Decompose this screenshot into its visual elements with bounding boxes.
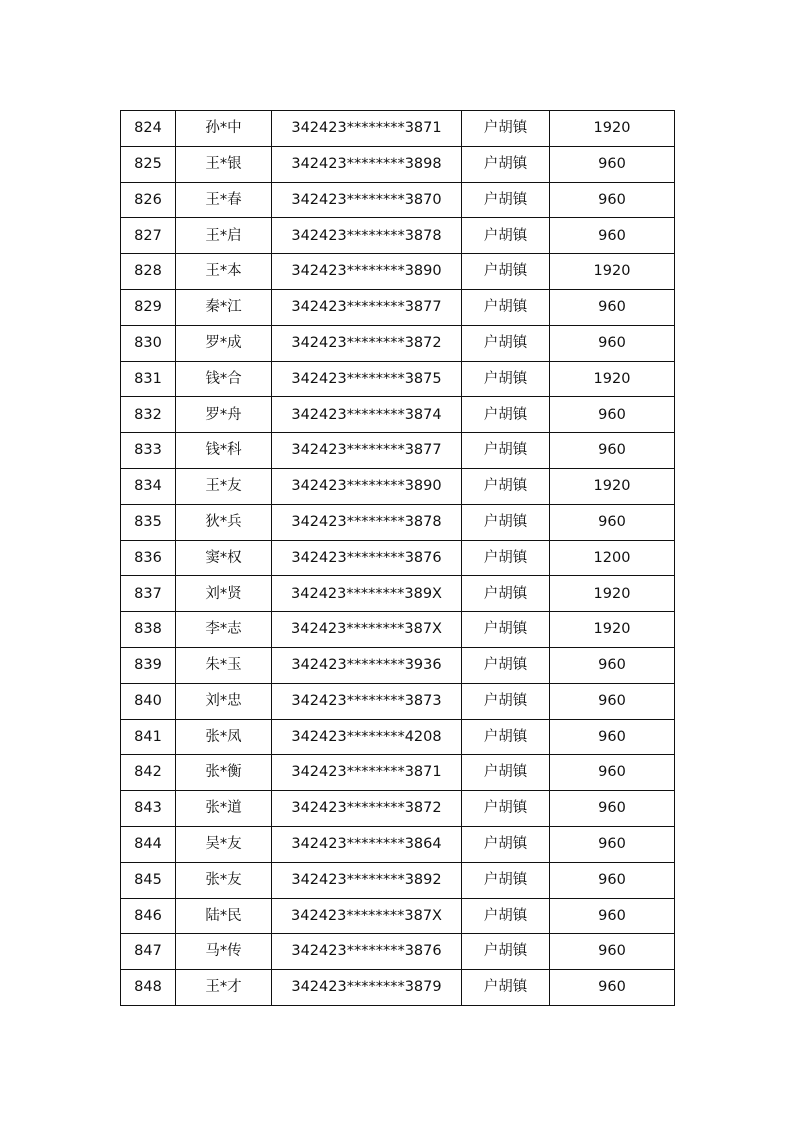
row-number: 841 <box>121 719 176 755</box>
town-name: 户胡镇 <box>462 361 550 397</box>
id-number: 342423********3871 <box>272 755 462 791</box>
town-name: 户胡镇 <box>462 970 550 1006</box>
amount: 960 <box>550 397 675 433</box>
town-name: 户胡镇 <box>462 504 550 540</box>
row-number: 825 <box>121 146 176 182</box>
row-number: 831 <box>121 361 176 397</box>
id-number: 342423********3876 <box>272 934 462 970</box>
person-name: 王*春 <box>176 182 272 218</box>
person-name: 罗*成 <box>176 325 272 361</box>
row-number: 837 <box>121 576 176 612</box>
amount: 1920 <box>550 254 675 290</box>
row-number: 830 <box>121 325 176 361</box>
table-row <box>121 468 675 504</box>
row-number: 832 <box>121 397 176 433</box>
amount: 1920 <box>550 111 675 147</box>
row-number: 842 <box>121 755 176 791</box>
person-name: 王*本 <box>176 254 272 290</box>
person-name: 王*银 <box>176 146 272 182</box>
person-name: 李*志 <box>176 612 272 648</box>
row-number: 838 <box>121 612 176 648</box>
town-name: 户胡镇 <box>462 719 550 755</box>
roster-table-body <box>121 111 675 1006</box>
town-name: 户胡镇 <box>462 254 550 290</box>
row-number: 829 <box>121 289 176 325</box>
town-name: 户胡镇 <box>462 468 550 504</box>
row-number: 847 <box>121 934 176 970</box>
table-row <box>121 433 675 469</box>
id-number: 342423********3877 <box>272 433 462 469</box>
id-number: 342423********3898 <box>272 146 462 182</box>
person-name: 孙*中 <box>176 111 272 147</box>
amount: 960 <box>550 970 675 1006</box>
table-row <box>121 540 675 576</box>
person-name: 张*衡 <box>176 755 272 791</box>
town-name: 户胡镇 <box>462 397 550 433</box>
row-number: 824 <box>121 111 176 147</box>
id-number: 342423********389X <box>272 576 462 612</box>
person-name: 刘*贤 <box>176 576 272 612</box>
table-row <box>121 325 675 361</box>
table-row <box>121 504 675 540</box>
person-name: 马*传 <box>176 934 272 970</box>
person-name: 王*才 <box>176 970 272 1006</box>
person-name: 钱*合 <box>176 361 272 397</box>
id-number: 342423********4208 <box>272 719 462 755</box>
row-number: 843 <box>121 791 176 827</box>
row-number: 834 <box>121 468 176 504</box>
id-number: 342423********387X <box>272 898 462 934</box>
person-name: 王*友 <box>176 468 272 504</box>
amount: 960 <box>550 182 675 218</box>
amount: 960 <box>550 755 675 791</box>
id-number: 342423********3872 <box>272 791 462 827</box>
row-number: 827 <box>121 218 176 254</box>
id-number: 342423********3875 <box>272 361 462 397</box>
person-name: 张*友 <box>176 862 272 898</box>
table-row <box>121 361 675 397</box>
row-number: 836 <box>121 540 176 576</box>
row-number: 846 <box>121 898 176 934</box>
table-row <box>121 755 675 791</box>
id-number: 342423********3878 <box>272 504 462 540</box>
person-name: 秦*江 <box>176 289 272 325</box>
town-name: 户胡镇 <box>462 289 550 325</box>
person-name: 罗*舟 <box>176 397 272 433</box>
table-row <box>121 898 675 934</box>
person-name: 钱*科 <box>176 433 272 469</box>
row-number: 840 <box>121 683 176 719</box>
amount: 960 <box>550 433 675 469</box>
id-number: 342423********3890 <box>272 254 462 290</box>
table-row <box>121 791 675 827</box>
person-name: 张*道 <box>176 791 272 827</box>
amount: 960 <box>550 289 675 325</box>
town-name: 户胡镇 <box>462 146 550 182</box>
town-name: 户胡镇 <box>462 111 550 147</box>
id-number: 342423********3871 <box>272 111 462 147</box>
amount: 960 <box>550 898 675 934</box>
town-name: 户胡镇 <box>462 540 550 576</box>
amount: 1920 <box>550 612 675 648</box>
amount: 960 <box>550 719 675 755</box>
person-name: 张*凤 <box>176 719 272 755</box>
table-row <box>121 397 675 433</box>
table-row <box>121 647 675 683</box>
id-number: 342423********3890 <box>272 468 462 504</box>
id-number: 342423********3879 <box>272 970 462 1006</box>
table-row <box>121 683 675 719</box>
person-name: 吴*友 <box>176 826 272 862</box>
id-number: 342423********3877 <box>272 289 462 325</box>
amount: 960 <box>550 683 675 719</box>
amount: 960 <box>550 826 675 862</box>
amount: 960 <box>550 791 675 827</box>
town-name: 户胡镇 <box>462 647 550 683</box>
table-row <box>121 826 675 862</box>
id-number: 342423********3876 <box>272 540 462 576</box>
town-name: 户胡镇 <box>462 862 550 898</box>
table-row <box>121 934 675 970</box>
town-name: 户胡镇 <box>462 576 550 612</box>
id-number: 342423********3864 <box>272 826 462 862</box>
id-number: 342423********3874 <box>272 397 462 433</box>
row-number: 848 <box>121 970 176 1006</box>
town-name: 户胡镇 <box>462 182 550 218</box>
amount: 960 <box>550 934 675 970</box>
table-row <box>121 146 675 182</box>
table-row <box>121 576 675 612</box>
table-row <box>121 218 675 254</box>
table-row <box>121 862 675 898</box>
roster-table <box>120 110 675 1006</box>
person-name: 窦*权 <box>176 540 272 576</box>
town-name: 户胡镇 <box>462 325 550 361</box>
amount: 960 <box>550 504 675 540</box>
row-number: 844 <box>121 826 176 862</box>
id-number: 342423********3878 <box>272 218 462 254</box>
id-number: 342423********3870 <box>272 182 462 218</box>
row-number: 839 <box>121 647 176 683</box>
table-row <box>121 719 675 755</box>
amount: 1200 <box>550 540 675 576</box>
town-name: 户胡镇 <box>462 433 550 469</box>
town-name: 户胡镇 <box>462 791 550 827</box>
row-number: 845 <box>121 862 176 898</box>
id-number: 342423********387X <box>272 612 462 648</box>
person-name: 陆*民 <box>176 898 272 934</box>
id-number: 342423********3892 <box>272 862 462 898</box>
table-row <box>121 254 675 290</box>
amount: 1920 <box>550 361 675 397</box>
table-row <box>121 182 675 218</box>
person-name: 朱*玉 <box>176 647 272 683</box>
person-name: 刘*忠 <box>176 683 272 719</box>
town-name: 户胡镇 <box>462 934 550 970</box>
id-number: 342423********3873 <box>272 683 462 719</box>
town-name: 户胡镇 <box>462 683 550 719</box>
row-number: 826 <box>121 182 176 218</box>
person-name: 狄*兵 <box>176 504 272 540</box>
table-row <box>121 289 675 325</box>
amount: 960 <box>550 325 675 361</box>
id-number: 342423********3936 <box>272 647 462 683</box>
table-row <box>121 612 675 648</box>
town-name: 户胡镇 <box>462 755 550 791</box>
town-name: 户胡镇 <box>462 612 550 648</box>
amount: 960 <box>550 647 675 683</box>
table-row <box>121 970 675 1006</box>
amount: 960 <box>550 146 675 182</box>
id-number: 342423********3872 <box>272 325 462 361</box>
amount: 960 <box>550 218 675 254</box>
town-name: 户胡镇 <box>462 826 550 862</box>
row-number: 828 <box>121 254 176 290</box>
town-name: 户胡镇 <box>462 898 550 934</box>
row-number: 835 <box>121 504 176 540</box>
amount: 1920 <box>550 468 675 504</box>
amount: 1920 <box>550 576 675 612</box>
table-row <box>121 111 675 147</box>
row-number: 833 <box>121 433 176 469</box>
person-name: 王*启 <box>176 218 272 254</box>
town-name: 户胡镇 <box>462 218 550 254</box>
amount: 960 <box>550 862 675 898</box>
